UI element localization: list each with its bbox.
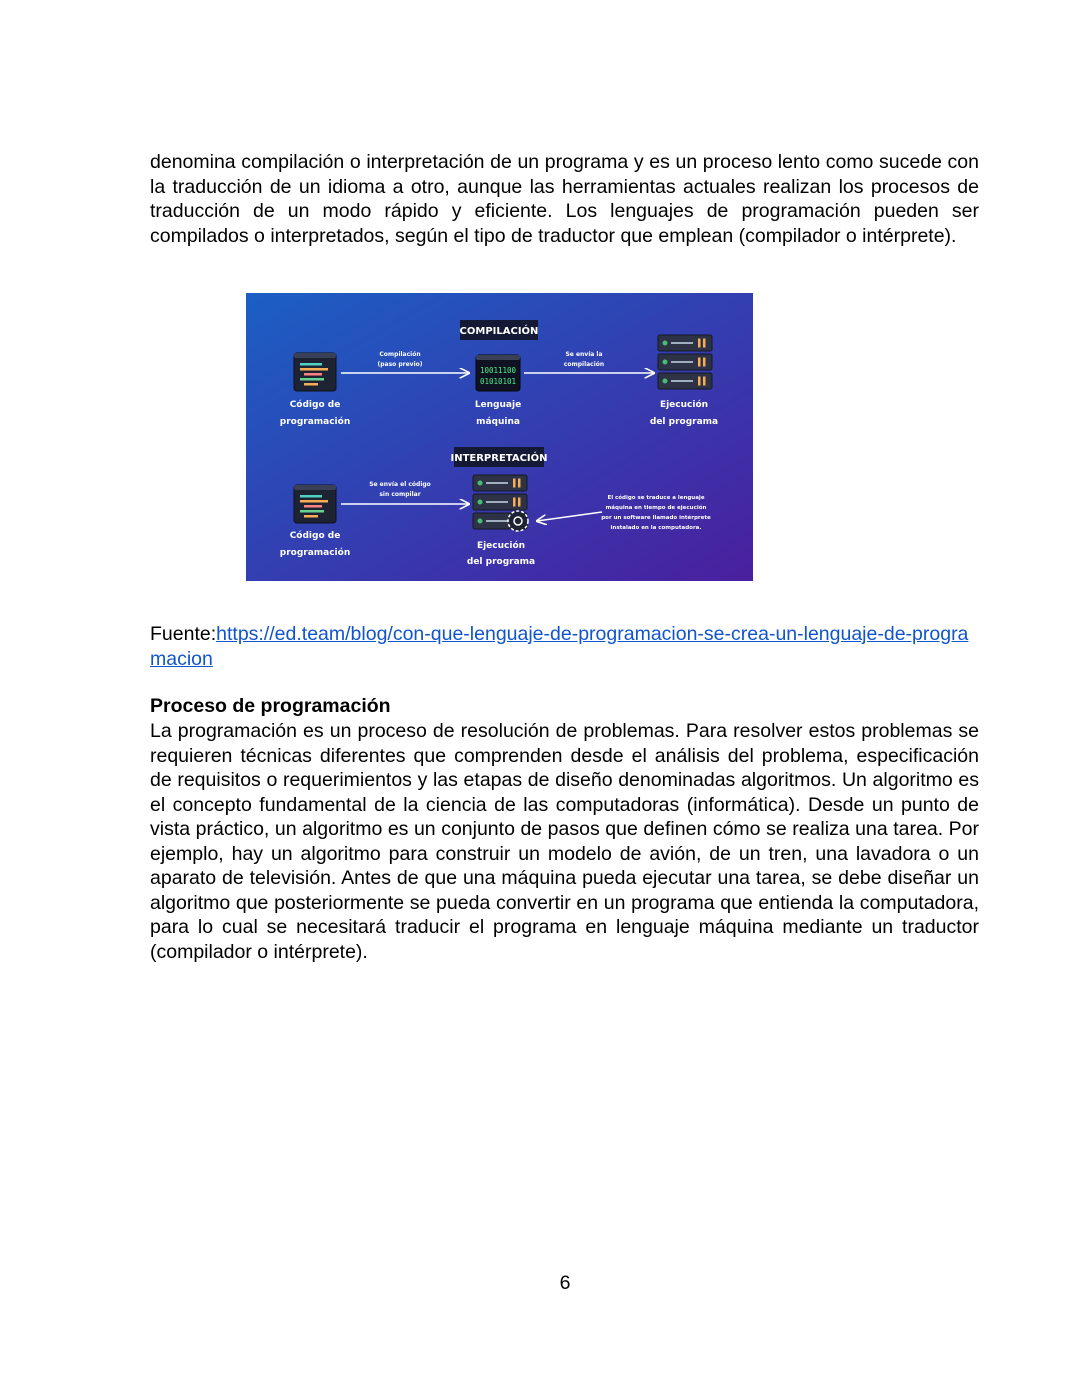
binary-line2: 01010101 (479, 377, 517, 386)
compilation-interpretation-diagram (246, 293, 753, 581)
code-screen-icon (294, 485, 336, 523)
source-code-label-line2: programación (279, 417, 351, 427)
paragraph-compilation: denomina compilación o interpretación de un programa y es un proceso lento como sucede con la traducción de un idioma a otro, aunque las herramientas actuales realizan los procesos de traducción de un modo rápido y eficiente. Los lenguajes de programación pueden ser compilados o interpretados, según el tipo de traductor que emplean (compilador o intérprete). (150, 151, 979, 247)
note-line1: El código se traduce a lenguaje (607, 495, 705, 501)
source-prefix: Fuente: (150, 623, 217, 645)
exec2-label-line2: del programa (466, 557, 536, 567)
arrow3-label-line2: sin compilar (379, 491, 421, 498)
note-line4: instalado en la computadora. (610, 525, 702, 531)
compilation-title: COMPILACIÓN (459, 326, 539, 337)
paragraph-programming-process: La programación es un proceso de resolución de problemas. Para resolver estos problemas se requieren técnicas diferentes que comprenden desde el análisis del problema, especificación de requisitos o requerimientos y las etapas de diseño denominadas algoritmos. Un algoritmo es el concepto fundamental de la ciencia de las computadoras (informática). Desde un punto de vista práctico, un algoritmo es un conjunto de pasos que definen cómo se realiza una tarea. Por ejemplo, hay un algoritmo para construir un modelo de avión, de un tren, una lavadora o un aparato de televisión. Antes de que una máquina pueda ejecutar una tarea, se debe diseñar un algoritmo que posteriormente se pueda convertir en un programa que entienda la computadora, para lo cual se necesitará traducir el programa en lenguaje máquina mediante un traductor (compilador o intérprete). (150, 720, 979, 963)
source-citation (150, 622, 979, 671)
machine-label-line2: máquina (476, 417, 520, 427)
note-line2: máquina en tiempo de ejecución (605, 505, 707, 511)
exec-label-line1: Ejecución (659, 400, 709, 410)
server-icon (473, 475, 527, 491)
arrow3-label-line1: Se envía el código (369, 481, 431, 488)
arrow2-label-line2: compilación (563, 361, 605, 368)
source-code2-label-line1: Código de (289, 531, 341, 541)
interpretation-title: INTERPRETACIÓN (450, 453, 548, 464)
source-link[interactable]: https://ed.team/blog/con-que-lenguaje-de-programacion-se-crea-un-lenguaje-de-programacion (150, 623, 969, 670)
server-icon (658, 335, 712, 351)
machine-label-line1: Lenguaje (474, 400, 522, 410)
binary-line1: 10011100 (479, 366, 517, 375)
server-icon (658, 354, 712, 370)
arrow1-label-line2: (paso previo) (377, 361, 423, 368)
section-heading: Proceso de programación (150, 695, 391, 717)
server-icon (473, 494, 527, 510)
exec2-label-line1: Ejecución (476, 541, 526, 551)
source-code-label-line1: Código de (289, 400, 341, 410)
server-icon (658, 373, 712, 389)
arrow1-label-line1: Compilación (379, 351, 421, 358)
gear-icon (508, 511, 528, 531)
code-screen-icon (294, 353, 336, 391)
source-code2-label-line2: programación (279, 548, 351, 558)
exec-label-line2: del programa (649, 417, 719, 427)
page-number: 6 (559, 1272, 571, 1294)
note-line3: por un software llamado intérprete (601, 515, 711, 521)
arrow2-label-line1: Se envía la (565, 351, 603, 358)
